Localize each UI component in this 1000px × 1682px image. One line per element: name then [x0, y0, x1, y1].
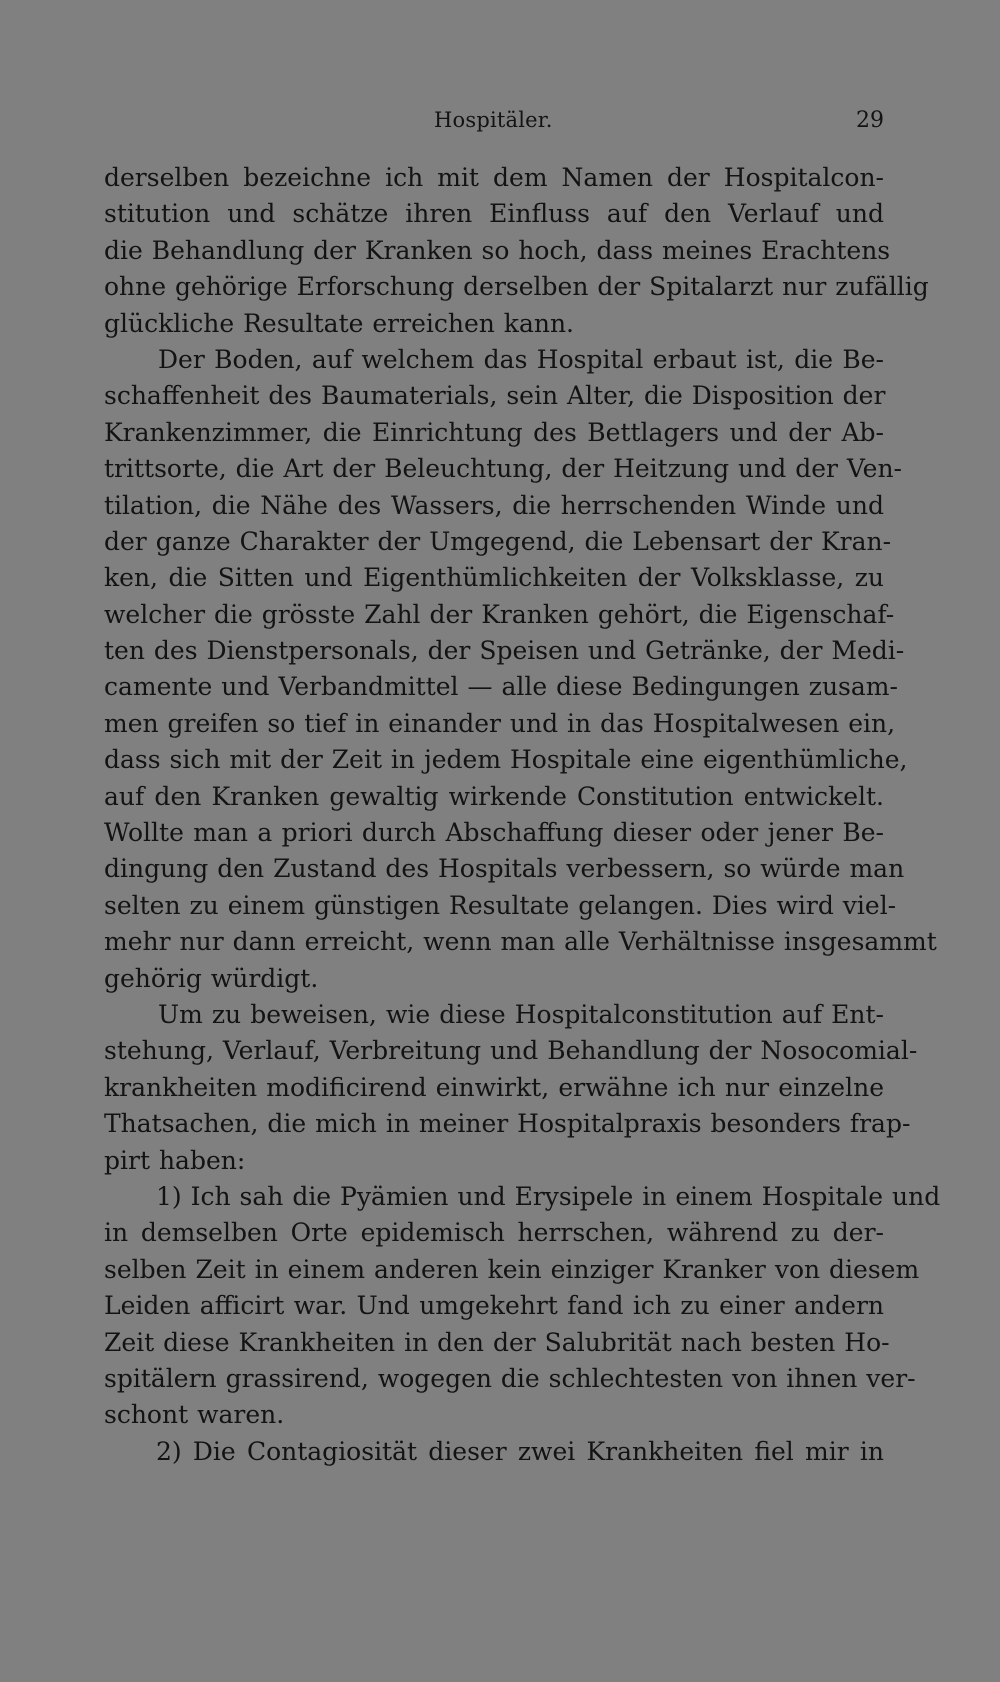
- numbered-item: [104, 1434, 884, 1470]
- text-line: dingung den Zustand des Hospitals verbessern, so würde man: [104, 854, 905, 884]
- text-line: Um zu beweisen, wie diese Hospitalconstitution auf Ent-: [158, 999, 884, 1029]
- text-line: ken, die Sitten und Eigenthümlichkeiten der Volksklasse, zu: [104, 563, 884, 593]
- text-line: stehung, Verlauf, Verbreitung und Behandlung der Nosocomial-: [104, 1036, 918, 1066]
- text-line: auf den Kranken gewaltig wirkende Constitution entwickelt.: [104, 781, 884, 811]
- paragraph: [104, 997, 918, 1179]
- text-line: schaffenheit des Baumaterials, sein Alter, die Disposition der: [104, 381, 886, 411]
- text-line: Leiden afficirt war. Und umgekehrt fand ich zu einer andern: [104, 1291, 884, 1321]
- text-line: trittsorte, die Art der Beleuchtung, der Heitzung und der Ven-: [104, 454, 903, 484]
- numbered-item: [104, 1179, 941, 1434]
- body-text: [104, 160, 941, 1470]
- text-line: Krankenzimmer, die Einrichtung des Bettlagers und der Ab-: [104, 417, 884, 447]
- text-line: Thatsachen, die mich in meiner Hospitalpraxis besonders frap-: [104, 1109, 911, 1139]
- text-line: selben Zeit in einem anderen kein einziger Kranker von diesem: [104, 1254, 920, 1284]
- text-line: welcher die grösste Zahl der Kranken gehört, die Eigenschaf-: [104, 599, 895, 629]
- page-number: 29: [856, 108, 884, 133]
- text-line: tilation, die Nähe des Wassers, die herrschenden Winde und: [104, 490, 884, 520]
- text-line: 2) Die Contagiosität dieser zwei Krankheiten fiel mir in: [156, 1436, 884, 1466]
- text-line: selten zu einem günstigen Resultate gelangen. Dies wird viel-: [104, 890, 897, 920]
- text-line: die Behandlung der Kranken so hoch, dass meines Erachtens: [104, 235, 891, 265]
- page-header: [104, 108, 884, 142]
- text-line: dass sich mit der Zeit in jedem Hospitale eine eigenthümliche,: [104, 745, 908, 775]
- text-line: pirt haben:: [104, 1145, 246, 1175]
- text-line: der ganze Charakter der Umgegend, die Lebensart der Kran-: [104, 526, 892, 556]
- text-line: schont waren.: [104, 1400, 285, 1430]
- text-line: ohne gehörige Erforschung derselben der Spitalarzt nur zufällig: [104, 272, 929, 302]
- paragraph: [104, 160, 929, 342]
- running-title: Hospitäler.: [434, 108, 553, 132]
- text-line: 1) Ich sah die Pyämien und Erysipele in einem Hospitale und: [156, 1181, 941, 1211]
- text-line: men greifen so tief in einander und in das Hospitalwesen ein,: [104, 708, 896, 738]
- paragraph: [104, 342, 937, 997]
- text-line: Zeit diese Krankheiten in den der Salubrität nach besten Ho-: [104, 1327, 890, 1357]
- text-line: Der Boden, auf welchem das Hospital erbaut ist, die Be-: [158, 344, 884, 374]
- text-line: spitälern grassirend, wogegen die schlechtesten von ihnen ver-: [104, 1363, 916, 1393]
- text-line: mehr nur dann erreicht, wenn man alle Verhältnisse insgesammt: [104, 927, 937, 957]
- text-line: gehörig würdigt.: [104, 963, 319, 993]
- text-line: camente und Verbandmittel — alle diese Bedingungen zusam-: [104, 672, 898, 702]
- text-line: Wollte man a priori durch Abschaffung dieser oder jener Be-: [104, 818, 884, 848]
- text-line: glückliche Resultate erreichen kann.: [104, 308, 575, 338]
- text-line: in demselben Orte epidemisch herrschen, während zu der-: [104, 1218, 884, 1248]
- text-line: stitution und schätze ihren Einfluss auf den Verlauf und: [104, 199, 884, 229]
- text-line: derselben bezeichne ich mit dem Namen der Hospitalcon-: [104, 163, 884, 192]
- text-line: krankheiten modificirend einwirkt, erwähne ich nur einzelne: [104, 1072, 884, 1102]
- text-line: ten des Dienstpersonals, der Speisen und Getränke, der Medi-: [104, 636, 905, 666]
